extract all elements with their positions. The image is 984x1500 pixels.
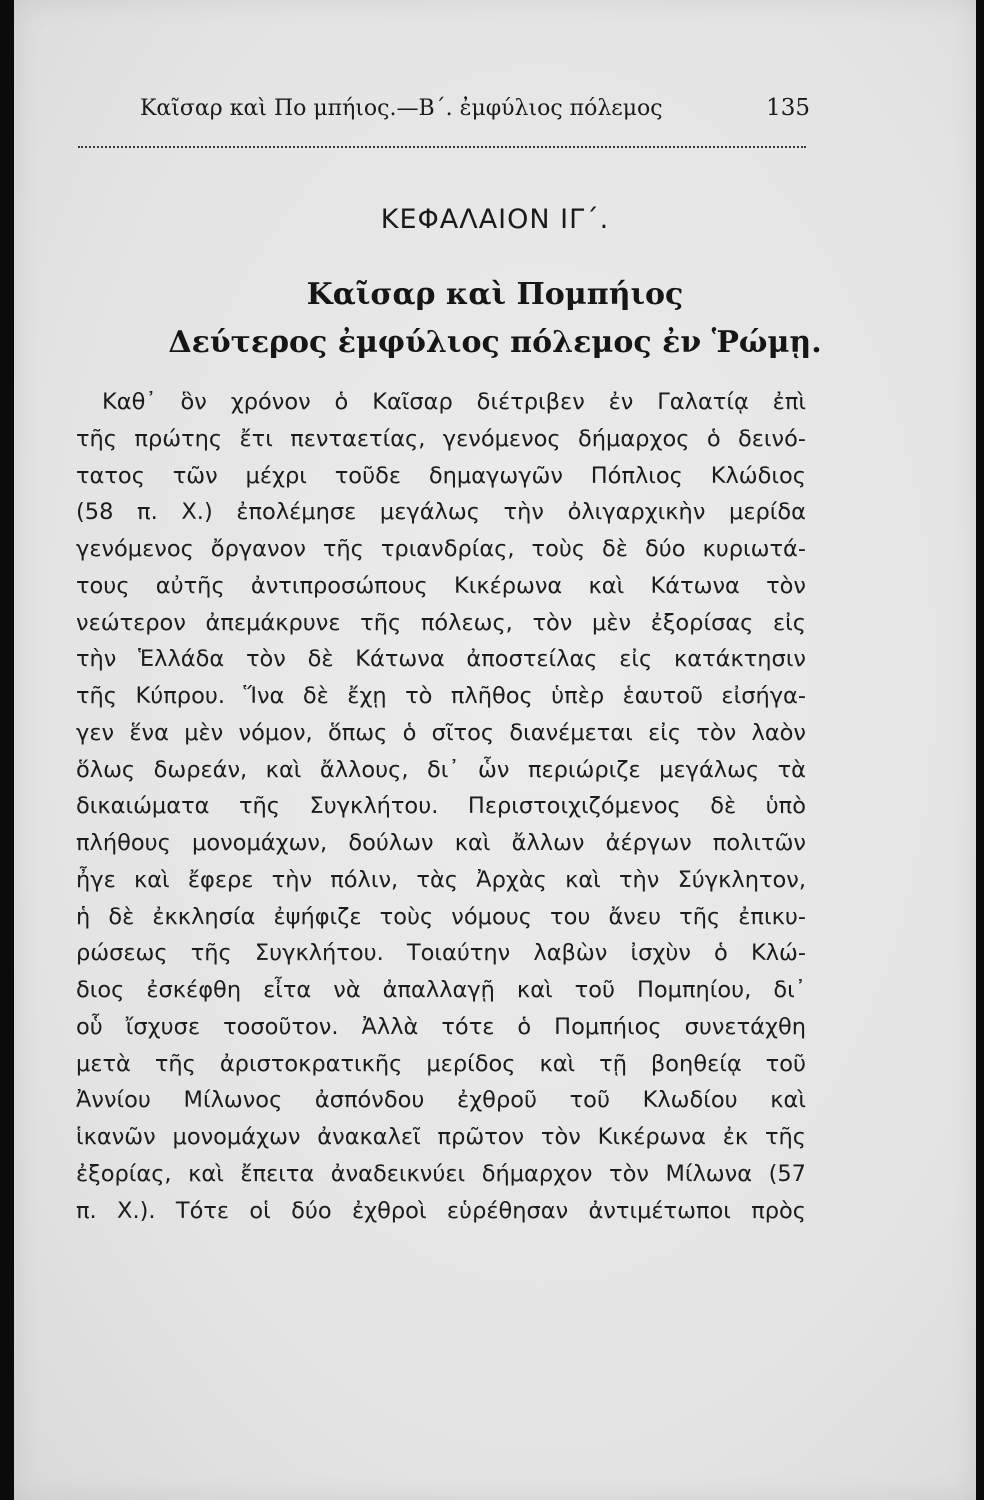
body-line: Καθ᾽ ὃν χρόνον ὁ Καῖσαρ διέτριβεν ἐν Γαλατίᾳ ἐπὶ bbox=[102, 389, 806, 415]
body-line: ρώσεως τῆς Συγκλήτου. Τοιαύτην λαβὼν ἰσχὺν ὁ Κλώ- bbox=[76, 940, 806, 967]
body-line: πλήθους μονομάχων, δούλων καὶ ἄλλων ἀέργων πολιτῶν bbox=[76, 830, 806, 856]
body-line: ἡ δὲ ἐκκλησία ἐψήφιζε τοὺς νόμους του ἄνευ τῆς ἐπικυ- bbox=[76, 903, 806, 930]
page-number: 135 bbox=[766, 95, 810, 121]
body-line: τὴν Ἑλλάδα τὸν δὲ Κάτωνα ἀποστείλας εἰς κατάκτησιν bbox=[76, 646, 806, 673]
body-line: μετὰ τῆς ἀριστοκρατικῆς μερίδος καὶ τῇ βοηθείᾳ τοῦ bbox=[76, 1050, 806, 1077]
body-line: (58 π. Χ.) ἐπολέμησε μεγάλως τὴν ὀλιγαρχικὴν μερίδα bbox=[76, 499, 806, 526]
chapter-heading: ΚΕΦΑΛΑΙΟΝ ΙΓ΄. bbox=[380, 204, 610, 235]
body-line: ἐξορίας, καὶ ἔπειτα ἀναδεικνύει δήμαρχον τὸν Μίλωνα (57 bbox=[76, 1160, 806, 1187]
body-line: γενόμενος ὄργανον τῆς τριανδρίας, τοὺς δὲ δύο κυριωτά- bbox=[76, 536, 806, 562]
body-line: ἱκανῶν μονομάχων ἀνακαλεῖ πρῶτον τὸν Κικέρωνα ἐκ τῆς bbox=[76, 1124, 806, 1150]
body-text bbox=[76, 384, 806, 1229]
body-line: τατος τῶν μέχρι τοῦδε δημαγωγῶν Πόπλιος Κλώδιος bbox=[76, 462, 806, 489]
chapter-title-line-2: Δεύτερος ἐμφύλιος πόλεμος ἐν Ῥώμῃ. bbox=[168, 325, 822, 360]
body-line: ἦγε καὶ ἔφερε τὴν πόλιν, τὰς Ἀρχὰς καὶ τὴν Σύγκλητον, bbox=[76, 866, 806, 893]
body-line: τῆς Κύπρου. Ἵνα δὲ ἔχῃ τὸ πλῆθος ὑπὲρ ἑαυτοῦ εἰσήγα- bbox=[76, 683, 806, 709]
body-line: π. Χ.). Τότε οἱ δύο ἐχθροὶ εὑρέθησαν ἀντιμέτωποι πρὸς bbox=[76, 1197, 806, 1224]
body-line: δικαιώματα τῆς Συγκλήτου. Περιστοιχιζόμενος δὲ ὑπὸ bbox=[76, 793, 806, 820]
body-line: Ἀννίου Μίλωνος ἀσπόνδου ἐχθροῦ τοῦ Κλωδίου καὶ bbox=[76, 1087, 806, 1114]
body-line: τους αὐτῆς ἀντιπροσώπους Κικέρωνα καὶ Κάτωνα τὸν bbox=[76, 572, 806, 599]
body-line: διος ἐσκέφθη εἶτα νὰ ἀπαλλαγῇ καὶ τοῦ Πομπηίου, δι᾽ bbox=[76, 977, 806, 1003]
body-line: γεν ἕνα μὲν νόμον, ὅπως ὁ σῖτος διανέμεται εἰς τὸν λαὸν bbox=[76, 719, 806, 746]
book-page bbox=[14, 0, 976, 1500]
body-line: οὗ ἴσχυσε τοσοῦτον. Ἀλλὰ τότε ὁ Πομπήιος συνετάχθη bbox=[76, 1013, 806, 1040]
chapter-title-line-1: Καῖσαρ καὶ Πομπήιος bbox=[306, 277, 684, 312]
body-line: νεώτερον ἀπεμάκρυνε τῆς πόλεως, τὸν μὲν ἐξορίσας εἰς bbox=[76, 609, 806, 636]
header-dotted-rule bbox=[78, 146, 806, 148]
running-header-title: Καῖσαρ καὶ Πο μπήιος.—Β΄. ἐμφύλιος πόλεμος bbox=[140, 96, 663, 121]
body-line: τῆς πρώτης ἔτι πενταετίας, γενόμενος δήμαρχος ὁ δεινό- bbox=[76, 425, 806, 452]
running-header bbox=[140, 95, 810, 131]
body-line: ὅλως δωρεάν, καὶ ἄλλους, δι᾽ ὧν περιώριζε μεγάλως τὰ bbox=[76, 756, 806, 783]
